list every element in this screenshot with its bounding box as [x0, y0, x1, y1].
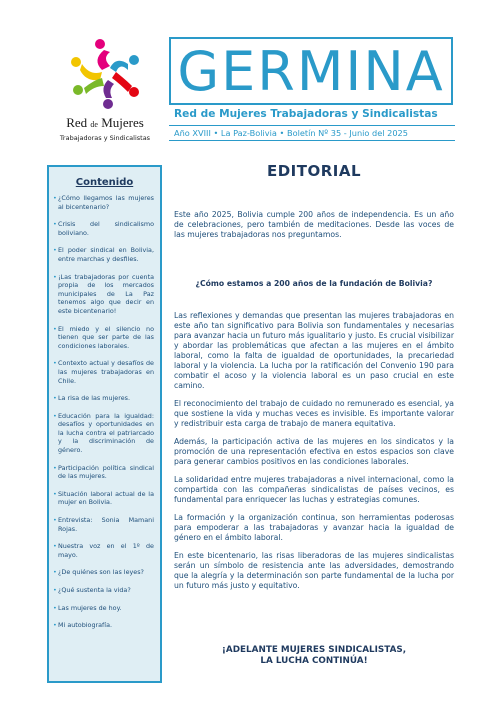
contents-item: • La risa de las mujeres.: [53, 394, 154, 403]
contents-item: • Contexto actual y desafíos de las mujeres trabajadoras en Chile.: [53, 359, 154, 385]
editorial-heading: EDITORIAL: [266, 162, 362, 180]
editorial-paragraph: La formación y la organización continua, son herramientas poderosas para empoderar a las trabajadoras y avanzar hacia la igualdad de género en el ámbito laboral.: [174, 513, 454, 542]
logo-figure-red: [112, 72, 139, 97]
logo-figure-pink: [95, 39, 110, 70]
contents-item: • Las mujeres de hoy.: [53, 604, 154, 613]
logo-figure-purple: [103, 80, 114, 109]
masthead-title: GERMINA: [177, 40, 445, 103]
logo-figure-yellow: [71, 57, 102, 80]
logo-figure-blue: [110, 55, 139, 72]
contents-heading: Contenido: [75, 177, 134, 188]
contents-item: • Situación laboral actual de la mujer en Bolivia.: [53, 490, 154, 507]
edition-bottom-rule: [169, 140, 455, 141]
editorial-paragraph: En este bicentenario, las risas liberadoras de las mujeres sindicalistas serán un símbolo de resistencia ante las adversidades, demostrando que la alegría y la determinación son parte fundamental de la lucha por un futuro más justo y equitativo.: [174, 551, 454, 590]
editorial-closing: [174, 645, 454, 667]
logo-figure-green: [73, 78, 104, 95]
contents-item: • ¿Qué sustenta la vida?: [53, 586, 154, 595]
editorial-paragraph: La solidaridad entre mujeres trabajadoras a nivel internacional, como la compartida con las compañeras sindicalistas de países vecinos, es fundamental para enriquecer las luchas y estrategias comunes.: [174, 475, 454, 504]
logo-tagline: Trabajadoras y Sindicalistas: [59, 134, 151, 142]
logo-name-main: Red: [66, 115, 88, 130]
contents-item: • Nuestra voz en el 1º de mayo.: [53, 542, 154, 559]
masthead-box: [169, 37, 453, 105]
contents-item: • ¿Cómo llegamos las mujeres al bicentenario?: [53, 194, 154, 211]
contents-item: • Entrevista: Sonia Mamani Rojas.: [53, 516, 154, 533]
editorial-question: ¿Cómo estamos a 200 años de la fundación de Bolivia?: [195, 279, 433, 288]
edition-info: Año XVIII • La Paz-Bolivia • Boletín Nº 35 - Junio del 2025: [174, 128, 408, 138]
red-de-mujeres-logo: [58, 34, 154, 110]
closing-line-2: LA LUCHA CONTINÚA!: [260, 656, 368, 666]
contents-item: • ¡Las trabajadoras por cuenta propia de los mercados municipales de La Paz tenemos algo que decir en este bicentenario!: [53, 273, 154, 316]
contents-item: • Educación para la igualdad: desafíos y oportunidades en la lucha contra el patriarcado y la discriminación de género.: [53, 412, 154, 455]
editorial-body: [174, 311, 454, 599]
contents-sidebar: [47, 165, 162, 683]
contents-item: • ¿De quiénes son las leyes?: [53, 568, 154, 577]
logo-name-end: Mujeres: [101, 115, 144, 130]
contents-item: • El miedo y el silencio no tienen que ser parte de las condiciones laborales.: [53, 325, 154, 351]
contents-item: • Crisis del sindicalismo boliviano.: [53, 220, 154, 237]
editorial-paragraph: El reconocimiento del trabajo de cuidado no remunerado es esencial, ya que sostiene la vida y muchas veces es invisible. Es importante valorar y redistribuir esta carga de trabajo de manera equitativa.: [174, 399, 454, 428]
editorial-paragraph: Además, la participación activa de las mujeres en los sindicatos y la promoción de una representación efectiva en estos espacios son clave para generar cambios positivos en las condiciones laborales.: [174, 437, 454, 466]
editorial-paragraph: Las reflexiones y demandas que presentan las mujeres trabajadoras en este año tan significativo para Bolivia son fundamentales y necesarias para avanzar hacia un futuro más igualitario y justo. Es crucial visibilizar y abordar las problemáticas que afectan a las mujeres en el ámbito laboral, como la falta de igualdad de oportunidades, la precariedad laboral y la violencia. La lucha por la ratificación del Convenio 190 para combatir el acoso y la violencia laboral es un paso crucial en este camino.: [174, 311, 454, 390]
contents-item: • Participación política sindical de las mujeres.: [53, 464, 154, 481]
closing-line-1: ¡ADELANTE MUJERES SINDICALISTAS,: [221, 645, 407, 655]
logo-wordmark: [50, 116, 160, 142]
editorial-intro: Este año 2025, Bolivia cumple 200 años de independencia. Es un año de celebraciones, pero también de meditaciones. Desde las voces de las mujeres trabajadoras nos preguntamos.: [174, 210, 454, 239]
masthead-subtitle: Red de Mujeres Trabajadoras y Sindicalistas: [174, 108, 438, 120]
contents-item: • El poder sindical en Bolivia, entre marchas y desfiles.: [53, 246, 154, 263]
contents-item: • Mi autobiografía.: [53, 621, 154, 630]
contents-list: [49, 194, 160, 630]
edition-top-rule: [169, 125, 455, 126]
logo-name-de: de: [90, 120, 98, 129]
